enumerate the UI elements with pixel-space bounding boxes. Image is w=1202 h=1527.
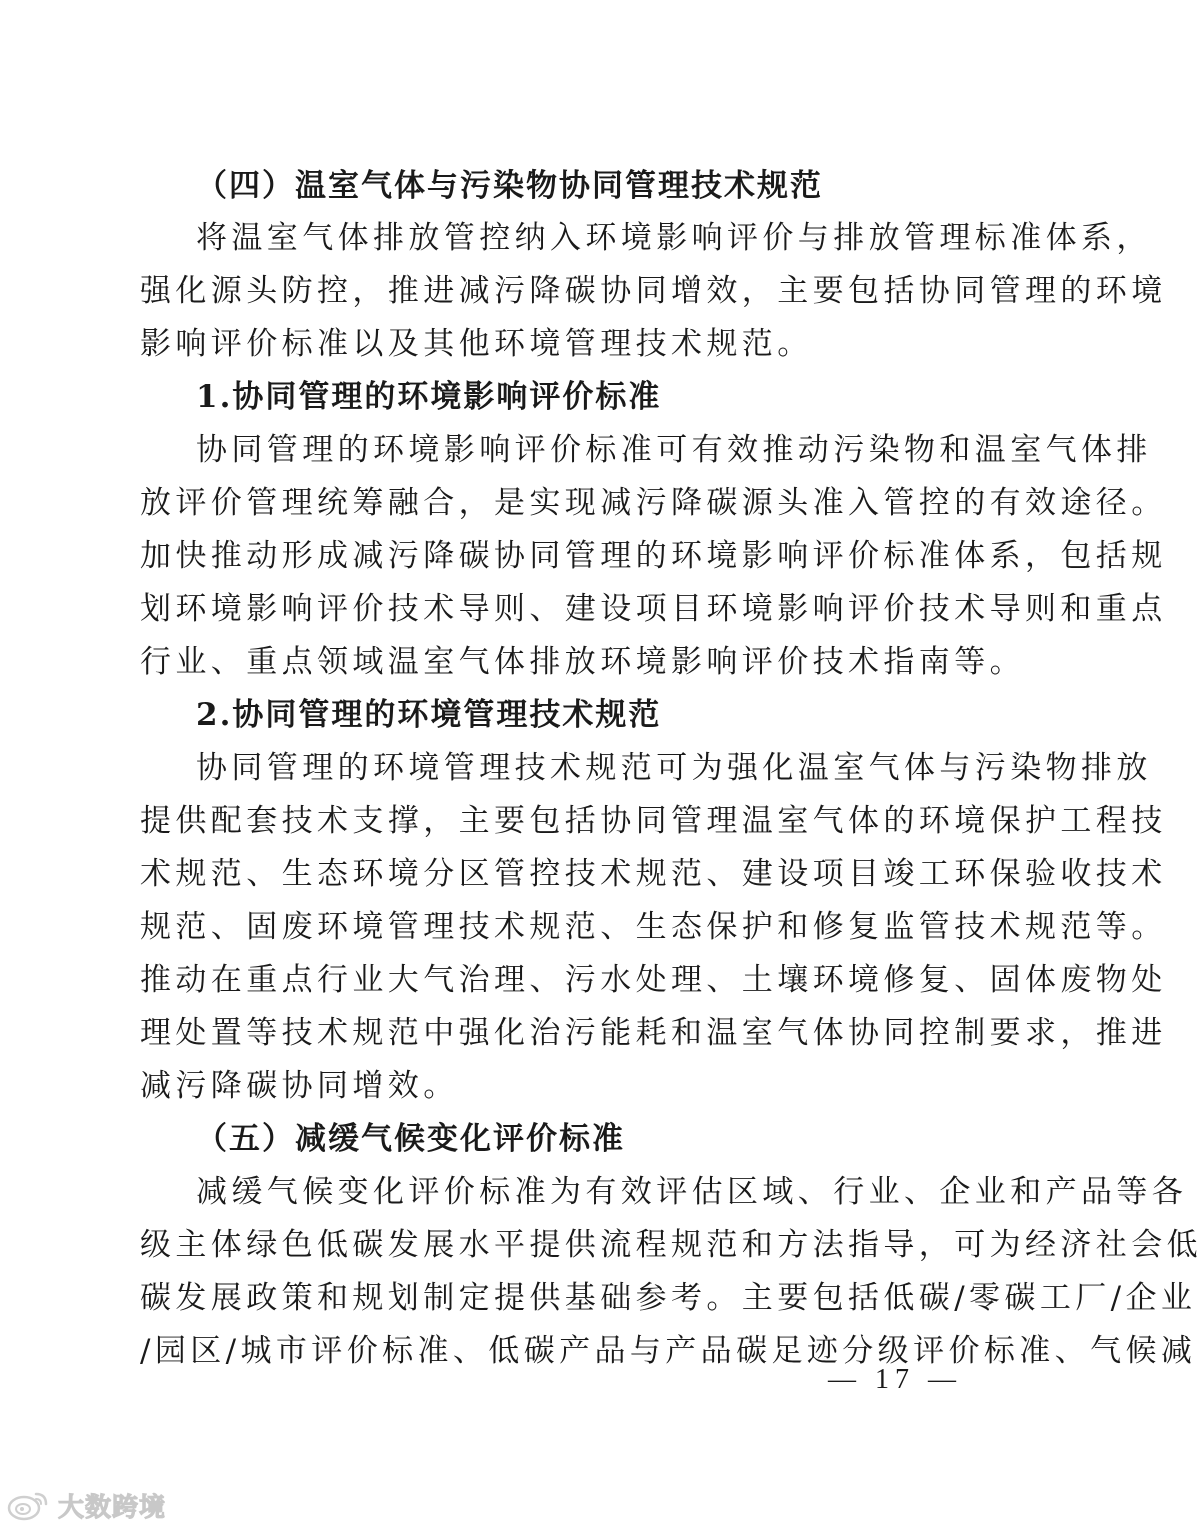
paragraph-line: 规范、固废环境管理技术规范、生态保护和修复监管技术规范等。 — [140, 909, 1167, 945]
paragraph-line: 级主体绿色低碳发展水平提供流程规范和方法指导，可为经济社会低 — [140, 1227, 1202, 1263]
paragraph-line: /园区/城市评价标准、低碳产品与产品碳足迹分级评价标准、气候减 — [140, 1333, 1197, 1369]
paragraph-line: 推动在重点行业大气治理、污水处理、土壤环境修复、固体废物处 — [140, 962, 1167, 998]
paragraph-line: 放评价管理统筹融合，是实现减污降碳源头准入管控的有效途径。 — [140, 485, 1167, 521]
paragraph-line: 划环境影响评价技术导则、建设项目环境影响评价技术导则和重点 — [140, 591, 1167, 627]
paragraph-line: 减污降碳协同增效。 — [140, 1068, 459, 1104]
paragraph-line: 协同管理的环境影响评价标准可有效推动污染物和温室气体排 — [196, 432, 1152, 468]
weibo-logo-icon — [6, 1488, 52, 1522]
paragraph-line: 加快推动形成减污降碳协同管理的环境影响评价标准体系，包括规 — [140, 538, 1167, 574]
subsection-heading-2: 2.协同管理的环境管理技术规范 — [196, 697, 662, 733]
paragraph-line: 行业、重点领域温室气体排放环境影响评价技术指南等。 — [140, 644, 1025, 680]
paragraph-line: 减缓气候变化评价标准为有效评估区域、行业、企业和产品等各 — [196, 1174, 1188, 1210]
paragraph-line: 提供配套技术支撑，主要包括协同管理温室气体的环境保护工程技 — [140, 803, 1167, 839]
section-heading-5: （五）减缓气候变化评价标准 — [196, 1121, 625, 1157]
paragraph-line: 强化源头防控，推进减污降碳协同增效，主要包括协同管理的环境 — [140, 273, 1167, 309]
section-heading-4: （四）温室气体与污染物协同管理技术规范 — [196, 168, 823, 204]
watermark-text: 大数跨境 — [58, 1492, 167, 1523]
watermark — [6, 1487, 166, 1523]
paragraph-line: 理处置等技术规范中强化治污能耗和温室气体协同控制要求，推进 — [140, 1015, 1167, 1051]
paragraph-line: 影响评价标准以及其他环境管理技术规范。 — [140, 326, 813, 362]
paragraph-line: 碳发展政策和规划制定提供基础参考。主要包括低碳/零碳工厂/企业 — [140, 1280, 1197, 1316]
paragraph-line: 术规范、生态环境分区管控技术规范、建设项目竣工环保验收技术 — [140, 856, 1167, 892]
subsection-heading-1: 1.协同管理的环境影响评价标准 — [196, 379, 662, 415]
paragraph-line: 协同管理的环境管理技术规范可为强化温室气体与污染物排放 — [196, 750, 1152, 786]
page-number: — 17 — — [828, 1364, 962, 1395]
paragraph-line: 将温室气体排放管控纳入环境影响评价与排放管理标准体系， — [196, 220, 1152, 256]
